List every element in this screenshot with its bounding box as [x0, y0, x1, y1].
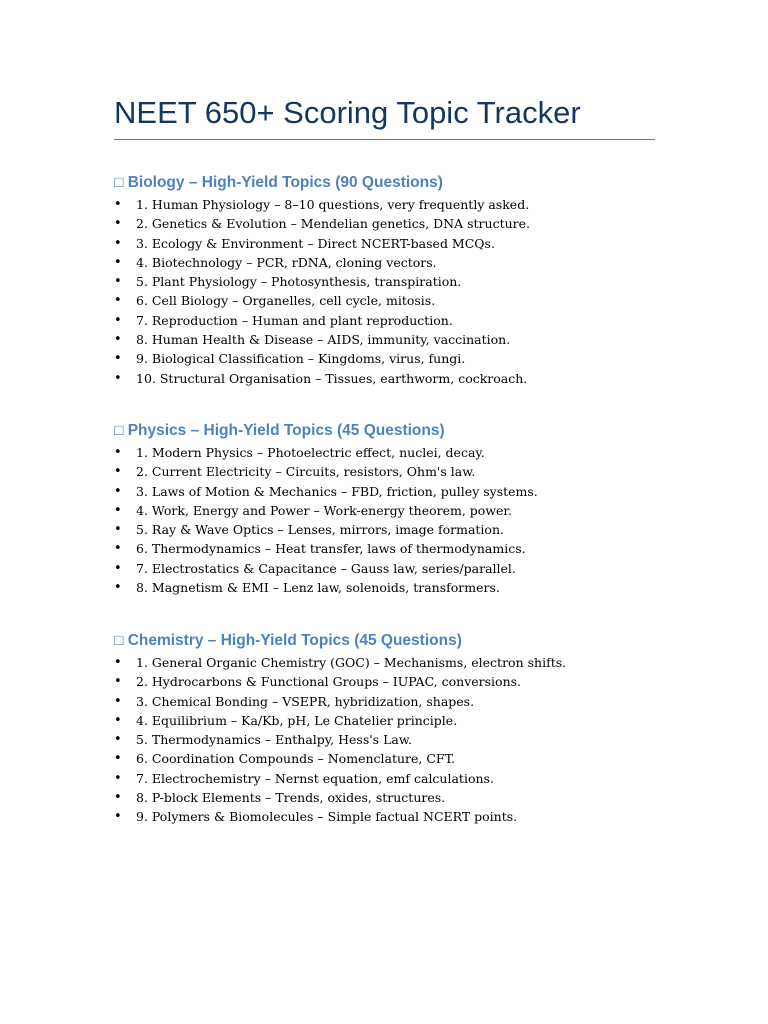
list-item: [114, 559, 674, 578]
list-item: [114, 672, 674, 691]
list-item-text: 6. Cell Biology – Organelles, cell cycle, mitosis.: [136, 293, 436, 309]
bullet-icon: •: [114, 254, 122, 270]
bullet-icon: •: [114, 712, 122, 728]
list-item: [114, 195, 674, 214]
list-item: [114, 711, 674, 730]
section-heading: [114, 629, 674, 653]
list-item-text: 1. Modern Physics – Photoelectric effect, nuclei, decay.: [136, 445, 485, 460]
list-item-text: 3. Laws of Motion & Mechanics – FBD, friction, pulley systems.: [136, 483, 538, 499]
bullet-icon: •: [114, 580, 122, 596]
bullet-icon: •: [114, 274, 122, 290]
bullet-icon: •: [114, 751, 122, 767]
list-item: [114, 501, 674, 520]
bullet-icon: •: [114, 809, 122, 825]
list-item: [114, 443, 674, 462]
section-heading-text: Biology – High-Yield Topics (90 Questions): [127, 174, 443, 191]
section-biology: [114, 171, 674, 388]
list-item-text: 1. General Organic Chemistry (GOC) – Mechanisms, electron shifts.: [136, 655, 567, 670]
list-item: [114, 462, 674, 481]
list-item-text: 4. Equilibrium – Ka/Kb, pH, Le Chatelier principle.: [136, 712, 458, 728]
list-item-text: 7. Electrochemistry – Nernst equation, emf calculations.: [136, 770, 494, 786]
bullet-icon: •: [114, 464, 122, 480]
list-item-text: 7. Reproduction – Human and plant reproduction.: [136, 312, 453, 328]
topic-list: [114, 195, 674, 388]
list-item-text: 6. Coordination Compounds – Nomenclature, CFT.: [136, 751, 456, 767]
list-item: [114, 349, 674, 368]
missing-glyph-icon: □: [114, 632, 124, 649]
list-item: [114, 272, 674, 291]
section-heading-text: Physics – High-Yield Topics (45 Questions): [127, 422, 445, 439]
bullet-icon: •: [114, 674, 122, 690]
list-item-text: 9. Biological Classification – Kingdoms, virus, fungi.: [136, 351, 466, 367]
bullet-icon: •: [114, 351, 122, 367]
bullet-icon: •: [114, 655, 122, 670]
list-item: [114, 692, 674, 711]
list-item: [114, 330, 674, 349]
list-item: [114, 539, 674, 558]
list-item-text: 8. P-block Elements – Trends, oxides, structures.: [136, 790, 446, 806]
list-item-text: 2. Hydrocarbons & Functional Groups – IUPAC, conversions.: [136, 674, 522, 690]
list-item-text: 5. Thermodynamics – Enthalpy, Hess's Law.: [136, 732, 413, 748]
missing-glyph-icon: □: [114, 174, 124, 191]
topic-list: [114, 653, 674, 827]
bullet-icon: •: [114, 293, 122, 309]
bullet-icon: •: [114, 445, 122, 460]
bullet-icon: •: [114, 790, 122, 806]
list-item: [114, 807, 674, 826]
list-item-text: 5. Ray & Wave Optics – Lenses, mirrors, image formation.: [136, 522, 504, 538]
bullet-icon: •: [114, 502, 122, 518]
bullet-icon: •: [114, 693, 122, 709]
list-item-text: 2. Genetics & Evolution – Mendelian genetics, DNA structure.: [136, 216, 530, 232]
bullet-icon: •: [114, 332, 122, 348]
list-item: [114, 482, 674, 501]
bullet-icon: •: [114, 370, 122, 386]
missing-glyph-icon: □: [114, 422, 124, 439]
list-item: [114, 788, 674, 807]
list-item-text: 9. Polymers & Biomolecules – Simple factual NCERT points.: [136, 809, 518, 825]
list-item: [114, 653, 674, 672]
topic-list: [114, 443, 674, 597]
list-item-text: 4. Biotechnology – PCR, rDNA, cloning vectors.: [136, 254, 437, 270]
title-divider: [114, 139, 655, 140]
list-item-text: 3. Ecology & Environment – Direct NCERT-based MCQs.: [136, 235, 495, 251]
list-item-text: 2. Current Electricity – Circuits, resistors, Ohm's law.: [136, 464, 476, 480]
bullet-icon: •: [114, 216, 122, 232]
list-item-text: 7. Electrostatics & Capacitance – Gauss law, series/parallel.: [136, 560, 516, 576]
list-item: [114, 311, 674, 330]
bullet-icon: •: [114, 732, 122, 748]
bullet-icon: •: [114, 483, 122, 499]
section-physics: [114, 419, 674, 597]
list-item: [114, 214, 674, 233]
list-item-text: 6. Thermodynamics – Heat transfer, laws of thermodynamics.: [136, 541, 526, 557]
bullet-icon: •: [114, 312, 122, 328]
list-item: [114, 291, 674, 310]
bullet-icon: •: [114, 541, 122, 557]
list-item-text: 10. Structural Organisation – Tissues, earthworm, cockroach.: [136, 370, 528, 386]
bullet-icon: •: [114, 560, 122, 576]
section-chemistry: [114, 629, 674, 827]
list-item-text: 8. Magnetism & EMI – Lenz law, solenoids, transformers.: [136, 580, 500, 596]
list-item: [114, 769, 674, 788]
section-heading-text: Chemistry – High-Yield Topics (45 Questions): [127, 632, 462, 649]
list-item-text: 5. Plant Physiology – Photosynthesis, transpiration.: [136, 274, 462, 290]
bullet-icon: •: [114, 197, 122, 212]
list-item: [114, 578, 674, 597]
list-item: [114, 369, 674, 388]
list-item-text: 3. Chemical Bonding – VSEPR, hybridization, shapes.: [136, 693, 475, 709]
list-item: [114, 520, 674, 539]
bullet-icon: •: [114, 770, 122, 786]
list-item-text: 8. Human Health & Disease – AIDS, immunity, vaccination.: [136, 332, 511, 348]
bullet-icon: •: [114, 235, 122, 251]
list-item: [114, 253, 674, 272]
section-heading: [114, 171, 674, 195]
list-item-text: 1. Human Physiology – 8–10 questions, very frequently asked.: [136, 197, 530, 212]
page-title: NEET 650+ Scoring Topic Tracker: [114, 95, 581, 130]
section-heading: [114, 419, 674, 443]
list-item: [114, 730, 674, 749]
list-item: [114, 749, 674, 768]
bullet-icon: •: [114, 522, 122, 538]
list-item: [114, 234, 674, 253]
list-item-text: 4. Work, Energy and Power – Work-energy theorem, power.: [136, 502, 512, 518]
